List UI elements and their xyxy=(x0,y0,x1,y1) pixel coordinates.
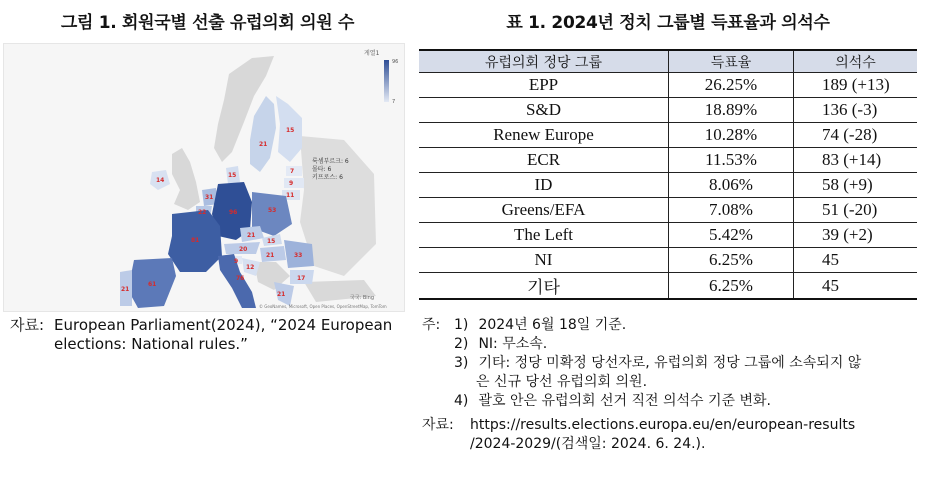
cell-group: Greens/EFA xyxy=(419,198,669,223)
table-header-row xyxy=(419,50,917,73)
label-croatia: 12 xyxy=(246,264,255,271)
note-continuation xyxy=(476,373,927,392)
cell-share: 5.42% xyxy=(669,223,794,248)
country-latvia xyxy=(284,178,304,188)
note-text: 2024년 6월 18일 기준. xyxy=(478,317,627,333)
cell-share: 7.08% xyxy=(669,198,794,223)
cell-seats: 51 (-20) xyxy=(794,198,918,223)
cell-seats: 39 (+2) xyxy=(794,223,918,248)
table-row xyxy=(419,223,917,248)
map-legend xyxy=(364,48,400,108)
table-row xyxy=(419,248,917,273)
cell-group: ID xyxy=(419,173,669,198)
label-hungary: 21 xyxy=(266,252,275,259)
note-item xyxy=(454,392,924,411)
small-state-luxembourg: 룩셈부르크: 6 xyxy=(312,158,349,165)
table-row xyxy=(419,123,917,148)
note-item xyxy=(454,354,924,373)
legend-min: 7 xyxy=(392,99,396,105)
cell-group: EPP xyxy=(419,73,669,98)
cell-group: S&D xyxy=(419,98,669,123)
landmass-uk xyxy=(172,148,200,210)
label-estonia: 7 xyxy=(290,168,295,175)
figure-source-label: 자료: xyxy=(10,316,45,334)
label-finland: 15 xyxy=(286,127,295,134)
note-number: 1) xyxy=(454,317,469,333)
cell-seats: 45 xyxy=(794,273,918,300)
table-row xyxy=(419,148,917,173)
table-source-line2: /2024-2029/(검색일: 2024. 6. 24.). xyxy=(470,436,706,452)
table-row xyxy=(419,73,917,98)
small-state-malta: 몰타: 6 xyxy=(312,166,332,173)
note-item xyxy=(454,335,924,354)
label-portugal: 21 xyxy=(121,286,130,293)
label-slovakia: 15 xyxy=(267,238,276,245)
label-italy: 76 xyxy=(236,275,245,282)
legend-max: 96 xyxy=(392,59,399,65)
label-greece: 21 xyxy=(277,291,286,298)
cell-group: ECR xyxy=(419,148,669,173)
note-item xyxy=(454,316,924,335)
map-attribution: © GeoNames, Microsoft, Open Places, OpenStreetMap, TomTom xyxy=(259,304,387,309)
cell-seats: 83 (+14) xyxy=(794,148,918,173)
table-source-label: 자료: xyxy=(422,417,454,433)
label-sweden: 21 xyxy=(259,141,268,148)
note-number: 3) xyxy=(454,355,469,371)
header-share: 득표율 xyxy=(669,50,794,73)
cell-group: NI xyxy=(419,248,669,273)
label-denmark: 15 xyxy=(228,172,237,179)
small-states-list xyxy=(312,158,349,182)
notes-label: 주: xyxy=(422,317,441,333)
table-row xyxy=(419,198,917,223)
note-text: 괄호 안은 유럽의회 선거 직전 의석수 기준 변화. xyxy=(478,393,772,409)
label-netherlands: 31 xyxy=(205,194,214,201)
label-ireland: 14 xyxy=(156,177,165,184)
legend-title: 게열1 xyxy=(364,50,380,57)
label-latvia: 9 xyxy=(289,180,294,187)
table-row xyxy=(419,273,917,300)
table-row xyxy=(419,173,917,198)
label-poland: 53 xyxy=(268,207,277,214)
cell-share: 18.89% xyxy=(669,98,794,123)
cell-seats: 189 (+13) xyxy=(794,73,918,98)
note-number: 2) xyxy=(454,336,469,352)
label-belgium: 22 xyxy=(198,209,207,216)
note-text-cont: 은 신규 당선 유럽의회 의원. xyxy=(476,374,648,390)
map-note: 국국: Bing xyxy=(349,295,374,301)
cell-seats: 45 xyxy=(794,248,918,273)
table-row xyxy=(419,98,917,123)
label-lithuania: 11 xyxy=(286,192,295,199)
figure-title: 그림 1. 회원국별 선출 유럽의회 의원 수 xyxy=(60,13,355,33)
cell-group: Renew Europe xyxy=(419,123,669,148)
cell-share: 10.28% xyxy=(669,123,794,148)
country-sweden xyxy=(250,96,276,172)
note-text: 기타: 정당 미확정 당선자로, 유럽의회 정당 그룹에 소속되지 않 xyxy=(478,355,862,371)
small-state-cyprus: 키프로스: 6 xyxy=(312,174,343,181)
label-spain: 61 xyxy=(148,281,157,288)
cell-seats: 74 (-28) xyxy=(794,123,918,148)
legend-gradient xyxy=(384,60,389,102)
cell-share: 6.25% xyxy=(669,248,794,273)
cell-seats: 136 (-3) xyxy=(794,98,918,123)
label-bulgaria: 17 xyxy=(297,275,306,282)
cell-share: 6.25% xyxy=(669,273,794,300)
note-text: NI: 무소속. xyxy=(478,336,548,352)
cell-share: 11.53% xyxy=(669,148,794,173)
label-slovenia: 9 xyxy=(234,258,239,265)
label-czechia: 21 xyxy=(247,232,256,239)
header-seats: 의석수 xyxy=(794,50,918,73)
cell-share: 8.06% xyxy=(669,173,794,198)
label-france: 81 xyxy=(191,237,200,244)
figure-source-text: European Parliament(2024), “2024 European elections: National rules.” xyxy=(54,316,393,353)
cell-group: The Left xyxy=(419,223,669,248)
table-title: 표 1. 2024년 정치 그룹별 득표율과 의석수 xyxy=(506,13,830,33)
eu-seats-map xyxy=(3,43,405,312)
header-group: 유럽의회 정당 그룹 xyxy=(419,50,669,73)
results-table xyxy=(419,49,917,300)
cell-group: 기타 xyxy=(419,273,669,300)
cell-seats: 58 (+9) xyxy=(794,173,918,198)
label-germany: 96 xyxy=(229,209,238,216)
label-austria: 20 xyxy=(239,246,248,253)
note-number: 4) xyxy=(454,393,469,409)
cell-share: 26.25% xyxy=(669,73,794,98)
table-source-line1: https://results.elections.europa.eu/en/european-results xyxy=(470,417,856,433)
label-romania: 33 xyxy=(294,252,303,259)
